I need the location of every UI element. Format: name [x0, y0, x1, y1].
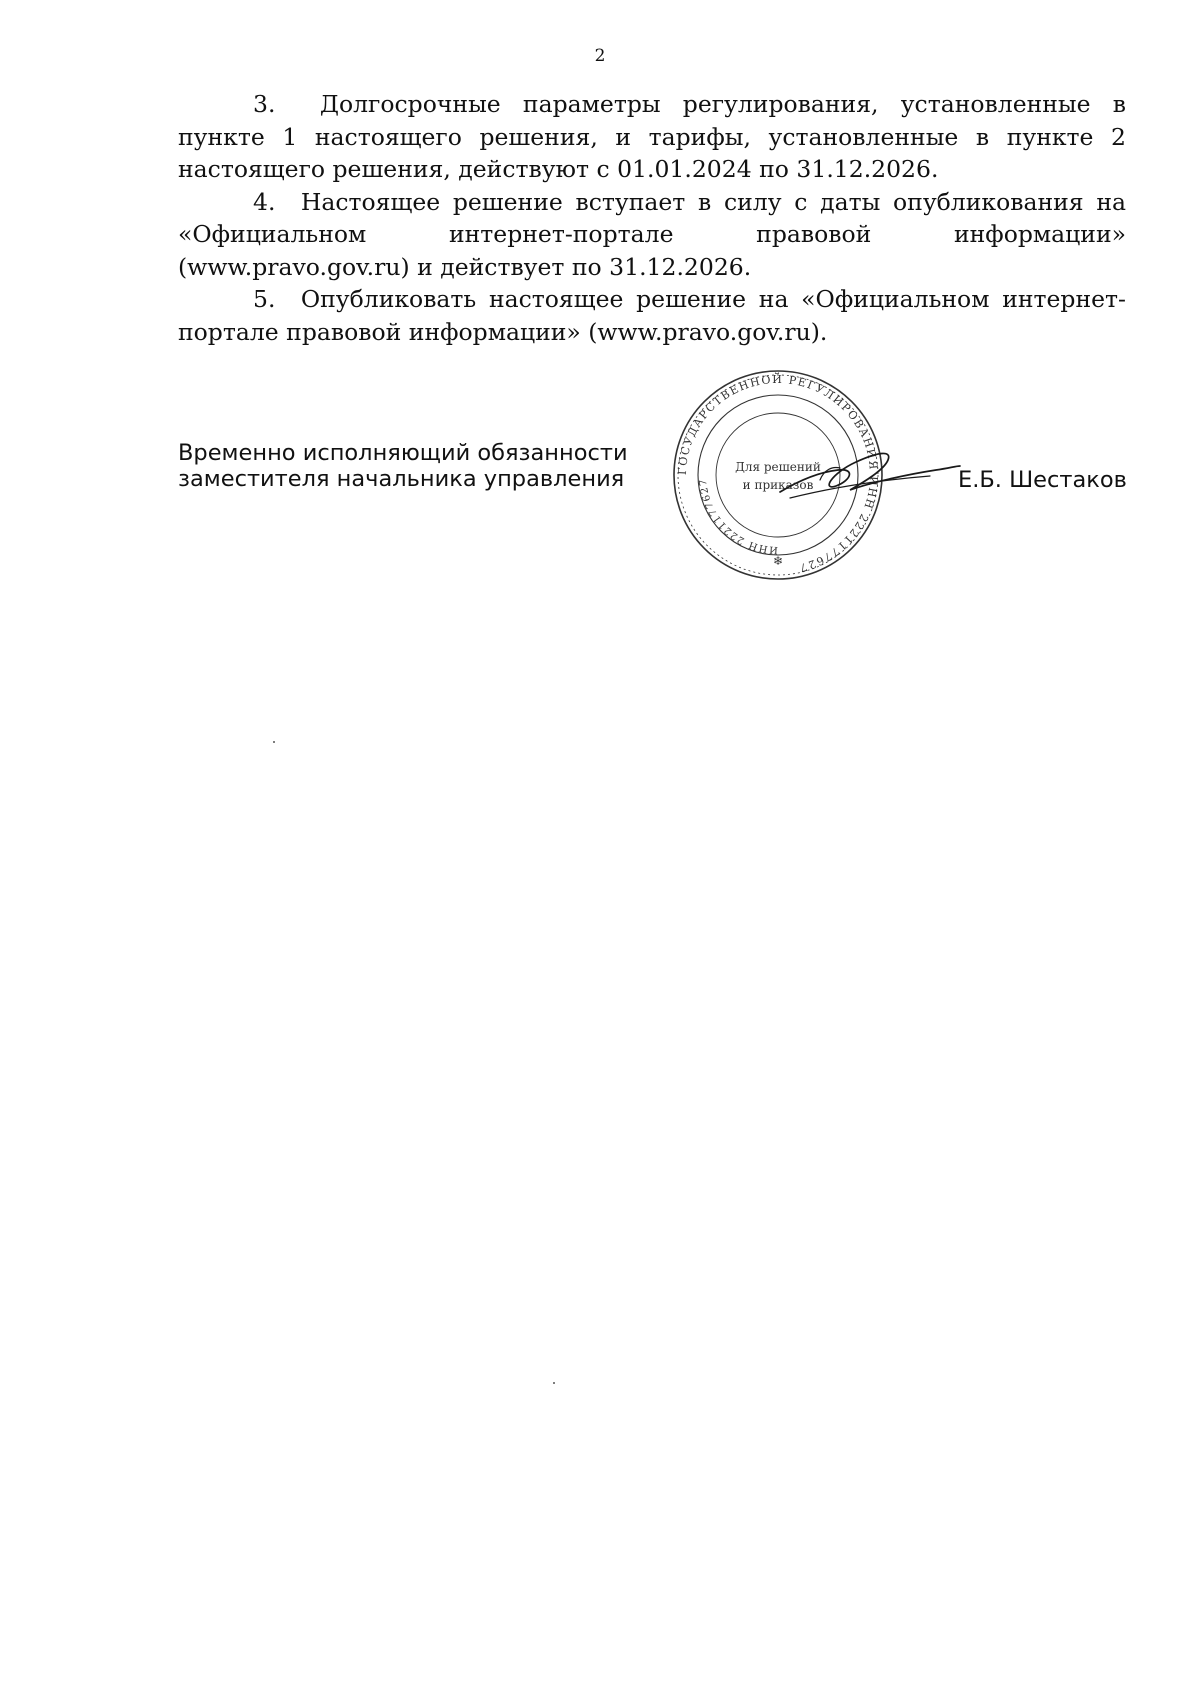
scan-speck — [273, 741, 275, 743]
position-line-2: заместителя начальника управления — [178, 466, 625, 492]
document-body — [178, 88, 1126, 348]
paragraph-4 — [178, 186, 1126, 284]
paragraph-text: Опубликовать настоящее решение на «Официальном интернет-портале правовой информации» (www.pravo.gov.ru). — [178, 285, 1126, 346]
paragraph-number: 5. — [253, 285, 276, 313]
paragraph-number: 3. — [253, 90, 276, 118]
signatory-position — [178, 440, 638, 492]
stamp-center-line-2: и приказов — [742, 478, 814, 492]
stamp-center-line-1: Для решений — [735, 460, 821, 474]
paragraph-text: Настоящее решение вступает в силу с даты опубликования на «Официальном интернет-портале правовой информации» (www.pravo.gov.ru) и действует по 31.12.2026. — [178, 187, 1126, 281]
scan-speck — [553, 1382, 555, 1384]
paragraph-text: Долгосрочные параметры регулирования, установленные в пункте 1 настоящего решения, и тарифы, установленные в пункте 2 настоящего решения, действуют с 01.01.2024 по 31.12.2026. — [178, 90, 1126, 183]
paragraph-number: 4. — [253, 187, 276, 216]
svg-text:ИНН 2221177627: ИНН 2221177627 — [698, 477, 779, 556]
position-line-1: Временно исполняющий обязанности — [178, 440, 628, 466]
handwritten-signature — [760, 440, 970, 520]
paragraph-3 — [178, 88, 1126, 186]
paragraph-5 — [178, 283, 1126, 348]
signatory-name: Е.Б. Шестаков — [958, 467, 1127, 493]
svg-text:❄: ❄ — [772, 554, 784, 568]
svg-text:ГОСУДАРСТВЕННОЙ РЕГУЛИРОВАНИЯ: ГОСУДАРСТВЕННОЙ РЕГУЛИРОВАНИЯ ИНН 2221177627 — [675, 372, 881, 575]
page-number: 2 — [594, 46, 606, 66]
